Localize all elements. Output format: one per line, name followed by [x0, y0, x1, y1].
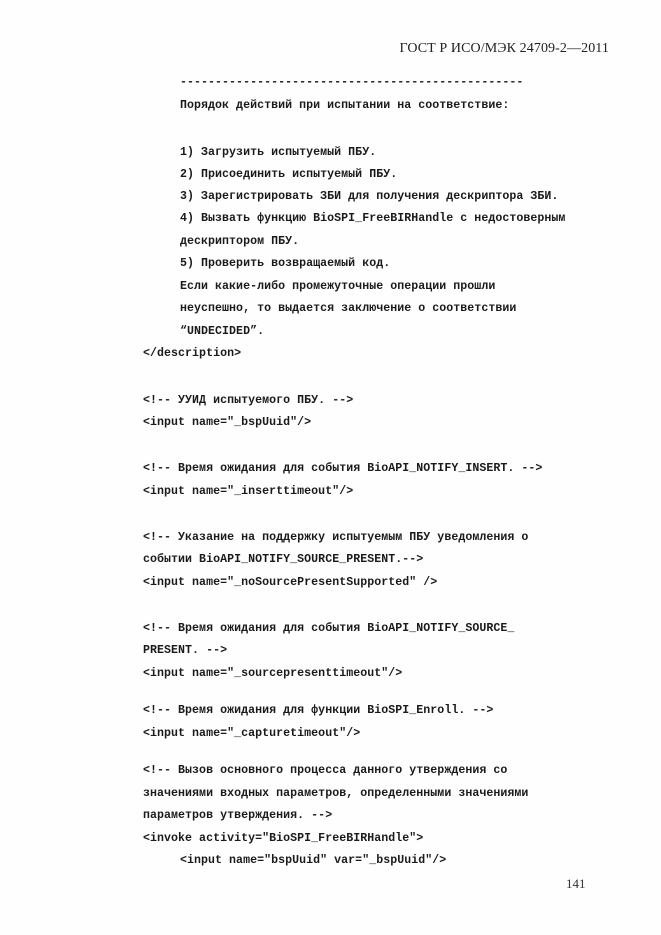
code-line-comment: <!-- УУИД испытуемого ПБУ. --> [143, 394, 354, 407]
code-line-step-4: 4) Вызвать функцию BioSPI_FreeBIRHandle с недостоверным [180, 212, 566, 225]
code-line-comment-cont: PRESENT. --> [143, 644, 228, 657]
code-line-step-3: 3) Зарегистрировать ЗБИ для получения дескриптора ЗБИ. [180, 190, 559, 203]
code-line-note: Если какие-либо промежуточные операции прошли [180, 280, 496, 293]
code-line-input: <input name="_bspUuid"/> [143, 416, 312, 429]
code-line-description-close: </description> [143, 347, 242, 360]
code-line-comment: <!-- Вызов основного процесса данного утверждения со [143, 764, 508, 777]
code-line-input: <input name="_sourcepresenttimeout"/> [143, 667, 403, 680]
code-line-procedure-title: Порядок действий при испытании на соответствие: [180, 99, 510, 112]
code-line-invoke: <invoke activity="BioSPI_FreeBIRHandle"> [143, 832, 424, 845]
code-line-input: <input name="_noSourcePresentSupported" /> [143, 576, 438, 589]
code-line-step-4-cont: дескриптором ПБУ. [180, 235, 300, 248]
code-line-input: <input name="_capturetimeout"/> [143, 727, 361, 740]
code-line-comment-cont: параметров утверждения. --> [143, 809, 333, 822]
code-line-comment: <!-- Время ожидания для функции BioSPI_Enroll. --> [143, 704, 494, 717]
code-line-step-2: 2) Присоединить испытуемый ПБУ. [180, 168, 398, 181]
code-line-comment-cont: значениями входных параметров, определенными значениями [143, 787, 529, 800]
code-line-comment: <!-- Указание на поддержку испытуемым ПБУ уведомления о [143, 531, 529, 544]
code-line-note-verdict: “UNDECIDED”. [180, 325, 265, 338]
code-line-comment: <!-- Время ожидания для события BioAPI_NOTIFY_SOURCE_ [143, 622, 515, 635]
page-number: 141 [566, 876, 586, 891]
code-line-step-1: 1) Загрузить испытуемый ПБУ. [180, 146, 377, 159]
code-line-input: <input name="_inserttimeout"/> [143, 485, 354, 498]
code-line-separator: ------------------------------------------------- [180, 76, 524, 89]
code-line-note-cont: неуспешно, то выдается заключение о соответствии [180, 302, 517, 315]
page-header-standard: ГОСТ Р ИСО/МЭК 24709-2—2011 [399, 41, 609, 56]
code-line-comment: <!-- Время ожидания для события BioAPI_NOTIFY_INSERT. --> [143, 462, 543, 475]
code-line-invoke-input: <input name="bspUuid" var="_bspUuid"/> [180, 854, 447, 867]
code-line-comment-cont: событии BioAPI_NOTIFY_SOURCE_PRESENT.--> [143, 553, 424, 566]
code-line-step-5: 5) Проверить возвращаемый код. [180, 257, 391, 270]
